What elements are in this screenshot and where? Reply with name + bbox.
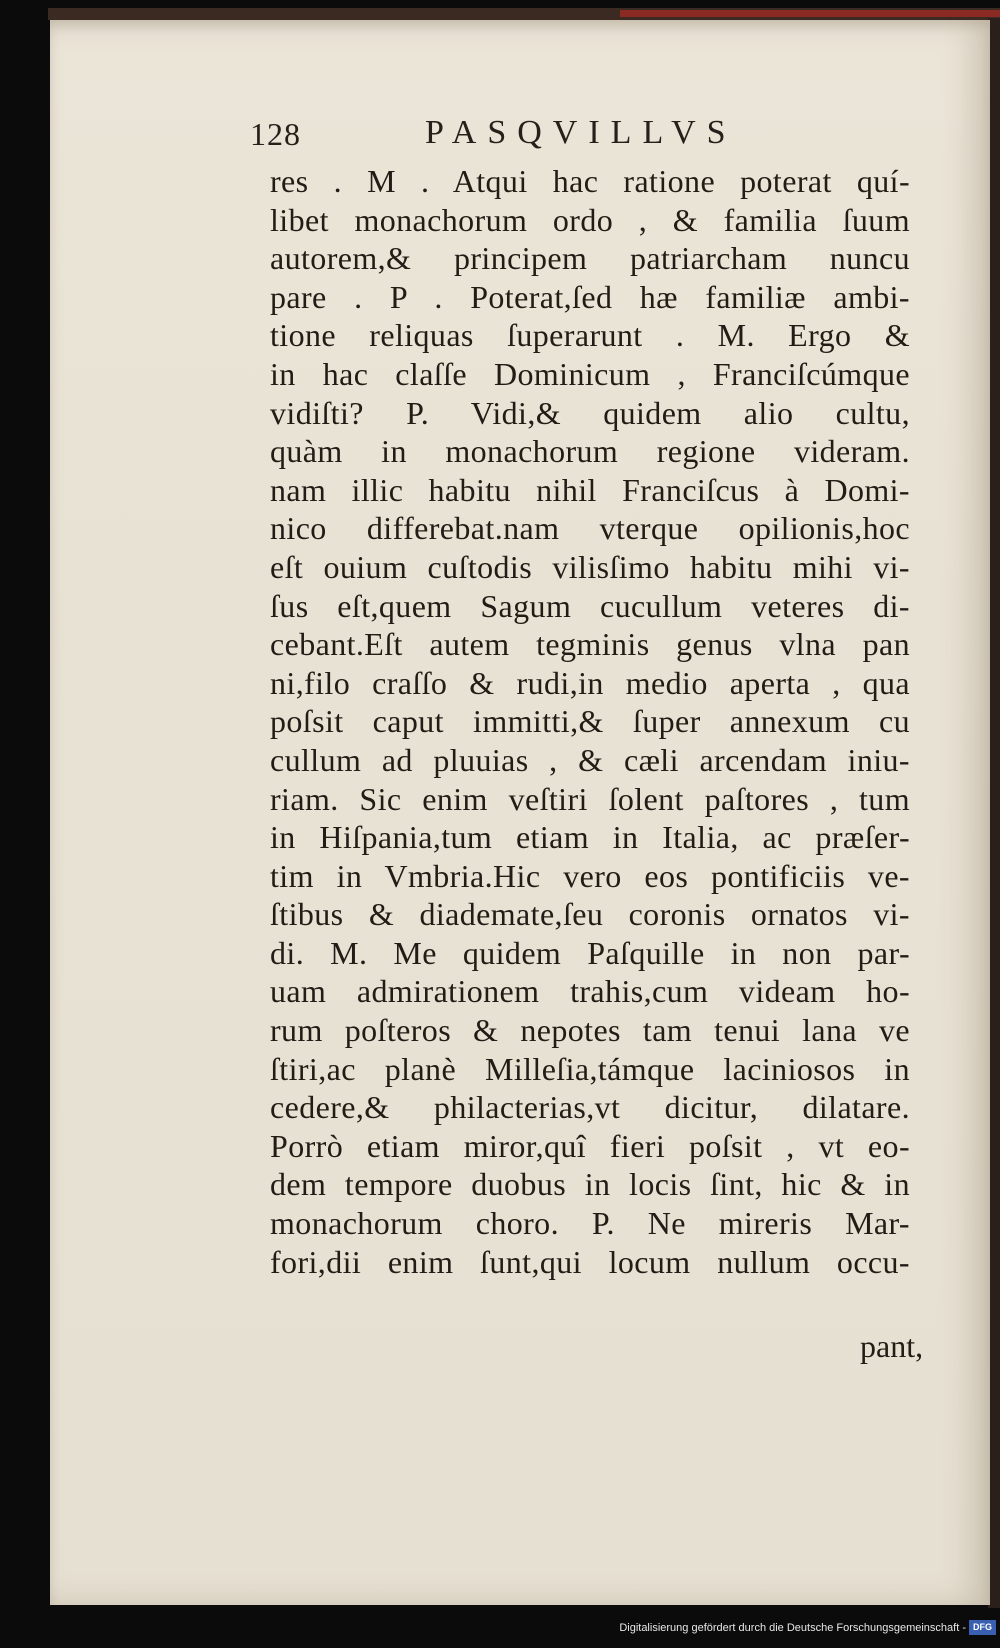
text-line: tione reliquas ſuperarunt . M. Ergo & xyxy=(270,317,910,354)
text-line: nico differebat.nam vterque opilionis,hoc xyxy=(270,510,910,547)
text-line: nam illic habitu nihil Franciſcus à Domi- xyxy=(270,471,910,508)
text-line: eſt ouium cuſtodis vilisſimo habitu mihi vi- xyxy=(270,548,910,585)
text-line: di. M. Me quidem Paſquille in non par- xyxy=(270,934,910,971)
text-line: ſus eſt,quem Sagum cucullum veteres di- xyxy=(270,587,910,624)
text-line: poſsit caput immitti,& ſuper annexum cu xyxy=(270,703,910,740)
text-line: cedere,& philacterias,vt dicitur, dilatare. xyxy=(270,1089,910,1126)
catchword: pant, xyxy=(860,1328,924,1364)
text-line: in Hiſpania,tum etiam in Italia, ac præſer- xyxy=(270,819,910,856)
running-title: PASQVILLVS xyxy=(425,114,737,151)
funding-note: Digitalisierung gefördert durch die Deutsche Forschungsgemeinschaft - xyxy=(619,1622,966,1634)
text-line: cebant.Eſt autem tegminis genus vlna pan xyxy=(270,626,910,663)
text-line: monachorum choro. P. Ne mireris Mar- xyxy=(270,1205,910,1242)
text-line: pare . P . Poterat,ſed hæ familiæ ambi- xyxy=(270,278,910,315)
page-number: 128 xyxy=(250,116,301,152)
text-line: quàm in monachorum regione videram. xyxy=(270,433,910,470)
book-top-edge-red xyxy=(620,10,1000,17)
text-line: tim in Vmbria.Hic vero eos pontificiis ve- xyxy=(270,857,910,894)
text-line: Porrò etiam miror,quî fieri poſsit , vt eo- xyxy=(270,1127,910,1164)
text-line: dem tempore duobus in locis ſint, hic & in xyxy=(270,1166,910,1203)
text-line: fori,dii enim ſunt,qui locum nullum occu- xyxy=(270,1243,910,1280)
text-line: in hac claſſe Dominicum , Franciſcúmque xyxy=(270,355,910,392)
dfg-logo: DFG xyxy=(969,1620,996,1635)
text-line: ſtibus & diademate,ſeu coronis ornatos vi- xyxy=(270,896,910,933)
text-line: res . M . Atqui hac ratione poterat quí- xyxy=(270,163,910,199)
body-text xyxy=(270,162,910,1281)
text-line: cullum ad pluuias , & cæli arcendam iniu- xyxy=(270,741,910,778)
text-line: vidiſti? P. Vidi,& quidem alio cultu, xyxy=(270,394,910,431)
text-line: ſtiri,ac planè Milleſia,támque laciniosos in xyxy=(270,1050,910,1087)
page-header xyxy=(250,110,990,160)
text-line: rum poſteros & nepotes tam tenui lana ve xyxy=(270,1012,910,1049)
footer-bar xyxy=(0,1614,1000,1648)
text-line: ni,filo craſſo & rudi,in medio aperta , qua xyxy=(270,664,910,701)
text-line: libet monachorum ordo , & familia ſuum xyxy=(270,201,910,238)
text-line: autorem,& principem patriarcham nuncu xyxy=(270,240,910,277)
text-line: riam. Sic enim veſtiri ſolent paſtores , tum xyxy=(270,780,910,817)
text-line: uam admirationem trahis,cum videam ho- xyxy=(270,973,910,1010)
